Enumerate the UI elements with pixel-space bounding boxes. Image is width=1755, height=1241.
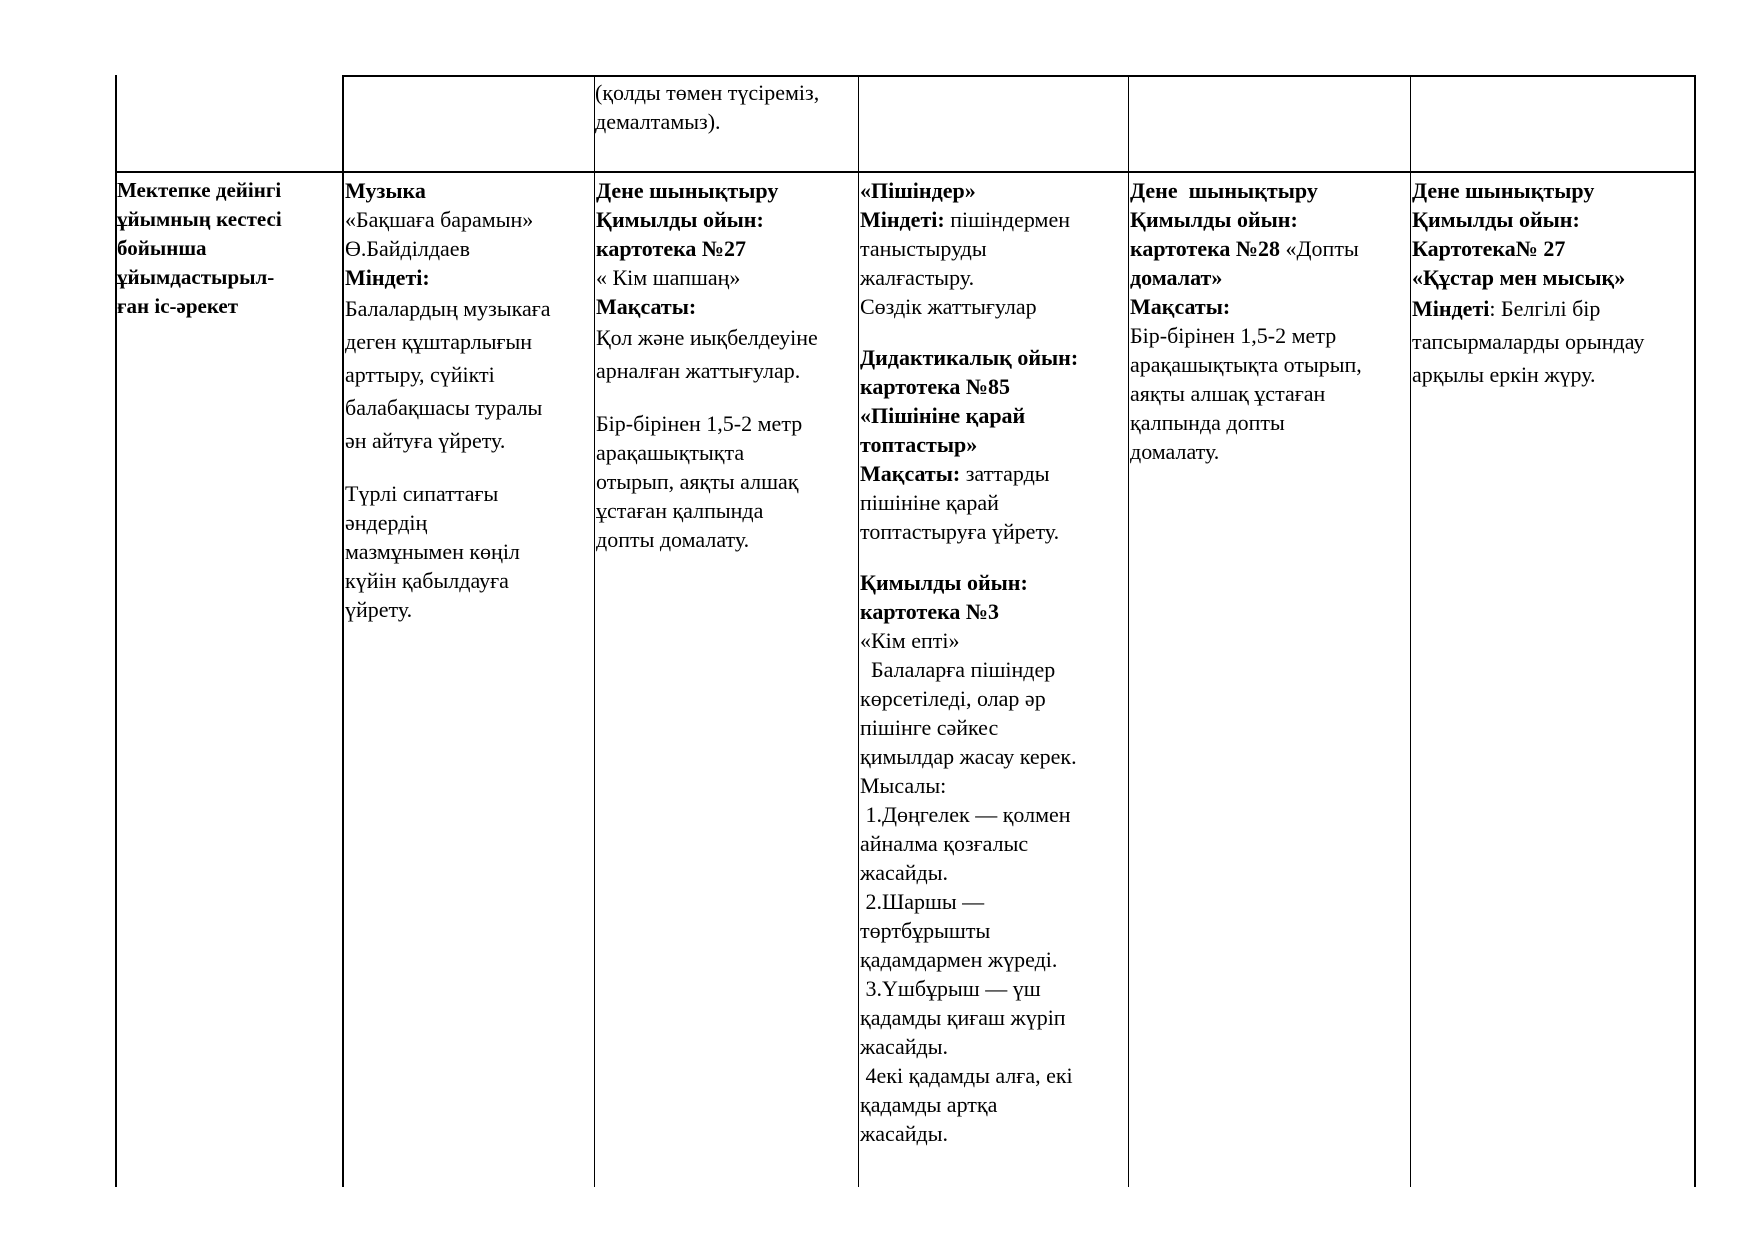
goal-line bbox=[860, 459, 1078, 488]
text-line: аяқты алшақ ұстаған bbox=[1130, 381, 1326, 406]
game-label: Қимылды ойын: bbox=[1130, 207, 1298, 232]
row-divider bbox=[115, 171, 1696, 173]
text-line: 4екі қадамды алға, екі bbox=[860, 1063, 1073, 1088]
goal-text: заттарды bbox=[960, 461, 1050, 486]
text-line: балабақшасы туралы bbox=[345, 395, 543, 420]
game-name: «Допты bbox=[1280, 236, 1359, 261]
text-line: арақашықтықта bbox=[596, 440, 745, 465]
row-header-cell bbox=[117, 176, 282, 321]
card-line bbox=[1130, 234, 1362, 263]
text-line: арқылы еркін жүру. bbox=[1412, 362, 1596, 387]
text-line: Бір-бірінен 1,5-2 метр bbox=[596, 411, 803, 436]
cell-title: Дене шынықтыру bbox=[1130, 178, 1318, 203]
row-header-line: Мектепке дейінгі bbox=[117, 178, 282, 202]
text-line: топтастыруға үйрету. bbox=[860, 519, 1060, 544]
task-line bbox=[1412, 292, 1644, 325]
text-line: пішінге сәйкес bbox=[860, 715, 999, 740]
text-line: айналма қозғалыс bbox=[860, 831, 1029, 856]
text-line: 2.Шаршы — bbox=[860, 889, 985, 914]
game-name: «Құстар мен мысық» bbox=[1412, 265, 1626, 290]
text-line: Қол және иықбелдеуіне bbox=[596, 325, 818, 350]
text-line: ән айтуға үйрету. bbox=[345, 428, 506, 453]
text-line: жасайды. bbox=[860, 1034, 949, 1059]
game-name: домалат» bbox=[1130, 265, 1223, 290]
text-line: мазмұнымен көңіл bbox=[345, 539, 520, 564]
goal-label: Мақсаты: bbox=[1130, 294, 1231, 319]
task-label: Міндеті: bbox=[860, 207, 945, 232]
text-line: қадамды қиғаш жүріп bbox=[860, 1005, 1066, 1030]
card-number: картотека №3 bbox=[860, 599, 1000, 624]
card-number: картотека №85 bbox=[860, 374, 1011, 399]
text-line: таныстыруды bbox=[860, 236, 987, 261]
text-line: тапсырмаларды орындау bbox=[1412, 329, 1645, 354]
text-line: 1.Дөңгелек — қолмен bbox=[860, 802, 1071, 827]
text-line: қадамды артқа bbox=[860, 1092, 998, 1117]
text-line: күйін қабылдауға bbox=[345, 568, 509, 593]
text-line: домалату. bbox=[1130, 439, 1220, 464]
text-line: арналған жаттығулар. bbox=[596, 358, 801, 383]
text-line: Бір-бірінен 1,5-2 метр bbox=[1130, 323, 1337, 348]
text-line: деген құштарлығын bbox=[345, 329, 533, 354]
column-border-5 bbox=[1128, 75, 1129, 1187]
top-row-cell-3 bbox=[595, 78, 819, 136]
game-label: Қимылды ойын: bbox=[1412, 207, 1580, 232]
column-border-2 bbox=[342, 75, 344, 1187]
text-line: үйрету. bbox=[345, 597, 413, 622]
row-header-line: ған іс-әрекет bbox=[117, 294, 239, 318]
text-line: 3.Үшбұрыш — үш bbox=[860, 976, 1041, 1001]
text-line: төртбұрышты bbox=[860, 918, 991, 943]
song-author: Ө.Байділдаев bbox=[345, 236, 470, 261]
game-name: « Кім шапшаң» bbox=[596, 265, 741, 290]
row-header-line: ұйымның кестесі bbox=[117, 207, 282, 231]
song-title: «Бақшаға барамын» bbox=[345, 207, 534, 232]
table-border-top bbox=[343, 75, 1696, 77]
text-line: демалтамыз). bbox=[595, 109, 721, 134]
text-line: қимылдар жасау керек. bbox=[860, 744, 1077, 769]
music-cell bbox=[345, 176, 551, 624]
text-line: жасайды. bbox=[860, 1121, 949, 1146]
text-line: Мысалы: bbox=[860, 773, 947, 798]
text-line: Балаларға пішіндер bbox=[860, 657, 1056, 682]
cell-title: Дене шынықтыру bbox=[1412, 178, 1595, 203]
row-header-line: бойынша bbox=[117, 236, 207, 260]
vocab-line: Сөздік жаттығулар bbox=[860, 294, 1037, 319]
task-text: пішіндермен bbox=[944, 207, 1070, 232]
cell-title: Дене шынықтыру bbox=[596, 178, 779, 203]
text-line: ұстаған қалпында bbox=[596, 498, 764, 523]
card-number: Картотека№ 27 bbox=[1412, 236, 1566, 261]
text-line: арттыру, сүйікті bbox=[345, 362, 495, 387]
text-line: жалғастыру. bbox=[860, 265, 975, 290]
text-line: Түрлі сипаттағы bbox=[345, 481, 499, 506]
text-line: қадамдармен жүреді. bbox=[860, 947, 1058, 972]
task-label: Міндеті: bbox=[345, 265, 430, 290]
text-line: Балалардың музыкаға bbox=[345, 296, 551, 321]
row-header-line: ұйымдастырыл- bbox=[117, 265, 275, 289]
goal-label: Мақсаты: bbox=[596, 294, 697, 319]
card-number: картотека №27 bbox=[596, 236, 747, 261]
game-name: топтастыр» bbox=[860, 432, 978, 457]
text-line: әндердің bbox=[345, 510, 428, 535]
didactic-label: Дидактикалық ойын: bbox=[860, 345, 1079, 370]
column-border-3 bbox=[594, 75, 595, 1187]
card-number: картотека №28 bbox=[1130, 236, 1281, 261]
text-line: жасайды. bbox=[860, 860, 949, 885]
game-label: Қимылды ойын: bbox=[860, 570, 1028, 595]
cell-title: «Пішіндер» bbox=[860, 178, 976, 203]
pe-cell-3 bbox=[1412, 176, 1644, 391]
pe-cell-2 bbox=[1130, 176, 1362, 466]
game-name: «Кім епті» bbox=[860, 628, 960, 653]
game-label: Қимылды ойын: bbox=[596, 207, 764, 232]
task-text: : Белгілі бір bbox=[1489, 296, 1601, 321]
column-border-4 bbox=[858, 75, 859, 1187]
task-label: Міндеті bbox=[1412, 296, 1490, 321]
column-border-7 bbox=[1694, 75, 1696, 1187]
text-line: пішініне қарай bbox=[860, 490, 999, 515]
goal-label: Мақсаты: bbox=[860, 461, 961, 486]
game-name: «Пішініне қарай bbox=[860, 403, 1026, 428]
task-line bbox=[860, 205, 1078, 234]
text-line: көрсетіледі, олар әр bbox=[860, 686, 1046, 711]
cell-title: Музыка bbox=[345, 178, 426, 203]
text-line: (қолды төмен түсіреміз, bbox=[595, 80, 820, 105]
column-border-6 bbox=[1410, 75, 1411, 1187]
text-line: отырып, аяқты алшақ bbox=[596, 469, 799, 494]
text-line: допты домалату. bbox=[596, 527, 750, 552]
shapes-cell bbox=[860, 176, 1078, 1148]
pe-cell-1 bbox=[596, 176, 818, 554]
text-line: қалпында допты bbox=[1130, 410, 1285, 435]
text-line: арақашықтықта отырып, bbox=[1130, 352, 1362, 377]
